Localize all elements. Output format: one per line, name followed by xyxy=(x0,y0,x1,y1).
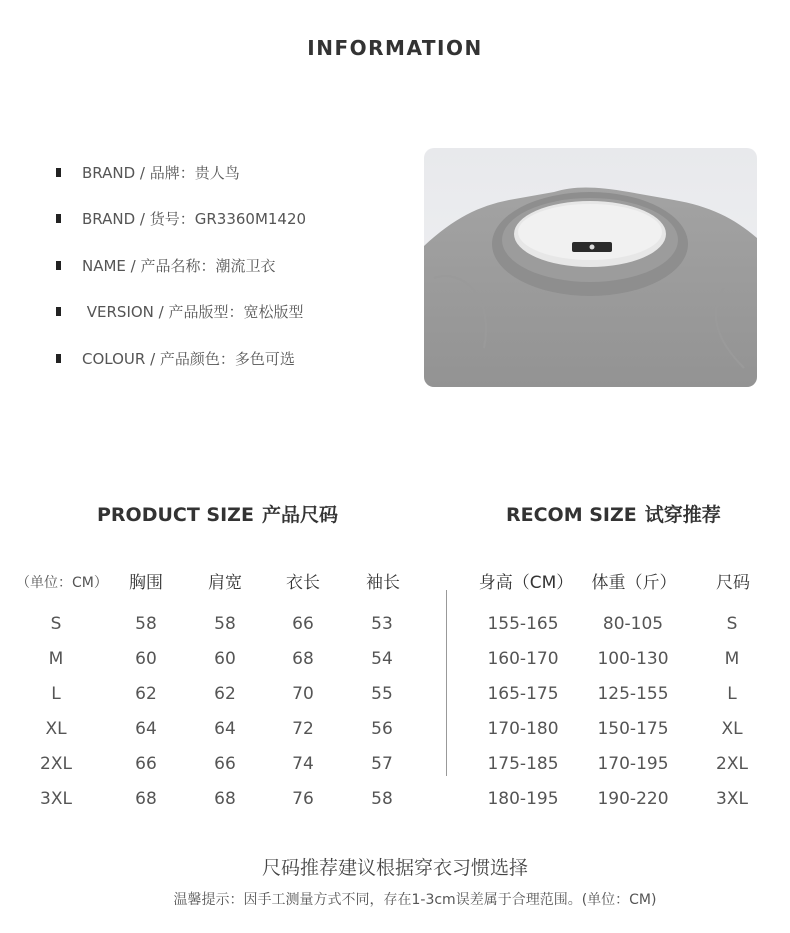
info-name xyxy=(56,255,276,276)
table-cell: 150-175 xyxy=(597,719,669,739)
bullet-icon xyxy=(56,307,61,316)
info-colour xyxy=(56,348,295,369)
size-cell: 2XL xyxy=(40,754,72,774)
info-text: BRAND / 品牌：贵人鸟 xyxy=(82,164,240,182)
table-cell: 64 xyxy=(135,719,157,739)
size-cell: M xyxy=(724,649,740,669)
table-cell: 57 xyxy=(371,754,393,774)
sweatshirt-collar-illustration xyxy=(424,148,757,387)
table-cell: 68 xyxy=(292,649,314,669)
recom-size-title-cn: 试穿推荐 xyxy=(644,504,721,526)
table-cell: 155-165 xyxy=(487,614,559,634)
product-size-title-en: PRODUCT SIZE xyxy=(97,504,254,526)
size-cell: L xyxy=(727,684,737,704)
table-cell: 180-195 xyxy=(487,789,559,809)
table-cell: 66 xyxy=(292,614,314,634)
bullet-icon xyxy=(56,214,61,223)
column-header-weight: 体重（斤） xyxy=(591,573,677,593)
table-cell: 66 xyxy=(214,754,236,774)
table-cell: 190-220 xyxy=(597,789,669,809)
table-cell: 175-185 xyxy=(487,754,559,774)
table-cell: 58 xyxy=(371,789,393,809)
table-cell: 125-155 xyxy=(597,684,669,704)
recom-size-title-en: RECOM SIZE xyxy=(506,504,637,526)
size-cell: S xyxy=(726,614,738,634)
table-cell: 58 xyxy=(214,614,236,634)
table-cell: 55 xyxy=(371,684,393,704)
product-size-title-cn: 产品尺码 xyxy=(261,504,338,526)
table-cell: 62 xyxy=(214,684,236,704)
table-cell: 64 xyxy=(214,719,236,739)
info-item-number xyxy=(56,208,306,229)
size-recommendation-note: 尺码推荐建议根据穿衣习惯选择 xyxy=(261,857,528,879)
size-cell: 3XL xyxy=(40,789,72,809)
table-cell: 72 xyxy=(292,719,314,739)
info-text: NAME / 产品名称：潮流卫衣 xyxy=(82,257,276,275)
column-header-height: 身高（CM） xyxy=(478,573,574,593)
table-cell: 70 xyxy=(292,684,314,704)
table-cell: 170-180 xyxy=(487,719,559,739)
column-header-size: 尺码 xyxy=(716,573,750,593)
table-divider xyxy=(446,590,447,776)
product-size-title xyxy=(97,500,338,527)
table-cell: 53 xyxy=(371,614,393,634)
table-cell: 68 xyxy=(214,789,236,809)
table-cell: 68 xyxy=(135,789,157,809)
size-cell: XL xyxy=(45,719,67,739)
bullet-icon xyxy=(56,168,61,177)
column-header-sleeve: 袖长 xyxy=(366,573,400,593)
table-cell: 60 xyxy=(214,649,236,669)
size-cell: S xyxy=(50,614,62,634)
size-cell: M xyxy=(48,649,64,669)
info-text: COLOUR / 产品颜色：多色可选 xyxy=(82,350,295,368)
info-text: BRAND / 货号：GR3360M1420 xyxy=(82,210,307,228)
bullet-icon xyxy=(56,261,61,270)
measurement-tip: 温馨提示：因手工测量方式不同，存在1-3cm误差属于合理范围。(单位：CM) xyxy=(173,892,657,908)
size-cell: XL xyxy=(721,719,743,739)
table-cell: 100-130 xyxy=(597,649,669,669)
table-cell: 56 xyxy=(371,719,393,739)
bullet-icon xyxy=(56,354,61,363)
table-cell: 60 xyxy=(135,649,157,669)
table-cell: 165-175 xyxy=(487,684,559,704)
size-cell: 2XL xyxy=(716,754,748,774)
table-cell: 80-105 xyxy=(602,614,664,634)
table-cell: 160-170 xyxy=(487,649,559,669)
table-cell: 170-195 xyxy=(597,754,669,774)
size-cell: L xyxy=(51,684,61,704)
page-title: INFORMATION xyxy=(307,36,483,60)
table-cell: 66 xyxy=(135,754,157,774)
column-header-length: 衣长 xyxy=(286,573,320,593)
recom-size-title xyxy=(506,500,721,527)
sweatshirt-collar-photo xyxy=(424,148,757,387)
info-version xyxy=(56,301,304,322)
column-header-chest: 胸围 xyxy=(129,573,163,593)
info-text: VERSION / 产品版型：宽松版型 xyxy=(82,303,304,321)
table-cell: 58 xyxy=(135,614,157,634)
unit-label: （单位：CM） xyxy=(16,575,108,591)
table-cell: 76 xyxy=(292,789,314,809)
info-brand xyxy=(56,162,240,183)
table-cell: 54 xyxy=(371,649,393,669)
table-cell: 62 xyxy=(135,684,157,704)
table-cell: 74 xyxy=(292,754,314,774)
column-header-shoulder: 肩宽 xyxy=(208,573,242,593)
size-cell: 3XL xyxy=(716,789,748,809)
